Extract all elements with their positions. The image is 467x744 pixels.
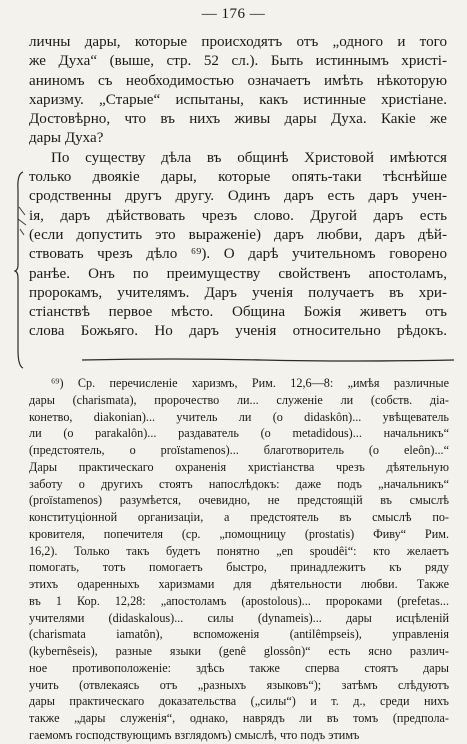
footnote-block <box>29 375 449 744</box>
footnote-line: дары практическаго доказательства („силы“) и т. д., среди нихъ <box>29 694 449 709</box>
paragraph-1 <box>29 33 447 149</box>
footnote-line: ное противоположенiе: здѣсь также сперва стоятъ дары <box>29 660 449 675</box>
paragraph-2 <box>29 149 447 342</box>
page-number: — 176 — <box>201 6 266 22</box>
text-line: личны дары, которые происходятъ отъ „одного и того <box>29 34 447 50</box>
footnote-line: помогать, тотъ помогаетъ быстро, принадлежитъ къ ряду <box>29 560 449 575</box>
text-line: пророкамъ, учителямъ. Даръ ученiя получаетъ въ хри- <box>29 284 447 301</box>
margin-scribble-mark <box>16 205 28 237</box>
footnote-line: учителями (didaskalous)... силы (dynameis)... дары исцѣленiй <box>29 610 449 625</box>
footnote-line: въ 1 Кор. 12,28: „апостоламъ (apostolous)... пророками (prefetas... <box>29 593 449 608</box>
text-line: Достовѣрно, что въ нихъ живы дары Духа. Какiе же <box>29 111 447 128</box>
footnote-line: (charismata iamatôn), вспоможенiя (antilêmpseis), управленiя <box>29 627 449 642</box>
footnote-line: этихъ одаренныхъ харизмами для дѣятельности любви. Также <box>29 577 449 591</box>
footnote-line: Дары практическаго охраненiя христiанства чрезъ дѣятельную <box>29 459 449 474</box>
footnote-line: (kybernêseis), разные языки (genê glossôn)“ есть ясно различ- <box>29 644 449 658</box>
footnote-line: 16,2). Только такъ будетъ понятно „en spoudêi“: кто желаетъ <box>29 543 449 558</box>
text-line: слова Божьяго. Но даръ ученiя относительно рѣдокъ. <box>29 323 447 340</box>
footnote-line: кровителя, попечителя (ср. „помощницу (prostatis) Фиву“ Рим. <box>29 526 449 541</box>
text-line: стiанствѣ первое мѣсто. Община Божiя живетъ отъ <box>29 304 447 321</box>
text-line: (если допустить это выраженiе) даръ любви, даръ дѣй- <box>29 226 447 243</box>
text-line: аниномъ съ необходимостью означаетъ имѣть нѣкоторую <box>29 72 447 89</box>
text-line: только двоякiе дары, которые опять-таки тѣснѣйше <box>29 169 447 186</box>
text-line: сродственны другъ другу. Одинъ даръ есть даръ учен- <box>29 188 447 205</box>
footnote-line: ⁶⁹) Ср. перечисленiе харизмъ, Рим. 12,6—8: „имѣя различные <box>51 376 449 390</box>
text-line: ранѣе. Онъ по преимуществу свойственъ апостоламъ, <box>29 265 447 282</box>
main-text <box>29 33 447 342</box>
text-line: По существу дѣла въ общинѣ Христовой имѣются <box>51 149 447 166</box>
text-line: ствовать чрезъ дѣло ⁶⁹). О дарѣ учительномъ говорено <box>29 246 447 263</box>
footnote-line: гаемомъ господствующимъ взглядомъ) смыслѣ, что подъ этимъ <box>29 727 360 742</box>
text-line: iя, даръ дѣйствовать чрезъ слово. Другой даръ есть <box>29 207 447 224</box>
text-line: харизму. „Старые“ испытаны, какъ истинные христiане. <box>29 91 447 108</box>
footnote-line: конетво, diakonian)... учитель ли (o didaskôn)... увѣщеватель <box>29 409 449 424</box>
footnote-line: конституцiонной организацiи, а предстоятель въ смыслѣ по- <box>29 510 449 524</box>
handwritten-underline-mark <box>82 357 454 363</box>
margin-bracket-mark <box>14 170 26 370</box>
text-line: дары Духа? <box>29 130 104 147</box>
footnote-line: (предстоятель, o proïstamenos)... благотворитель (o eleôn)...“ <box>29 443 449 457</box>
footnote-line: заботу о другихъ стоятъ напослѣдокъ: даже подъ „начальникъ“ <box>29 476 449 491</box>
footnote-line: (proïstamenos) разумѣется, очевидно, не предстоящiй въ смыслѣ <box>29 493 449 508</box>
footnote-line: учить (отвлекаясь отъ „разныхъ языковъ“); затѣмъ слѣдуютъ <box>29 677 449 692</box>
footnote-line: ли (o parakalôn)... раздаватель (o metadidous)... начальникъ“ <box>29 426 449 441</box>
text-line: же Духа“ (выше, стр. 52 сл.). Быть истиннымъ христi- <box>29 53 447 70</box>
footnote-line: дары (charismata), пророчество ли... служенiе ли (собств. дia- <box>29 392 449 407</box>
footnote-line: также „дары служенiя“, однако, наврядъ ли въ томъ (предпола- <box>29 711 449 725</box>
